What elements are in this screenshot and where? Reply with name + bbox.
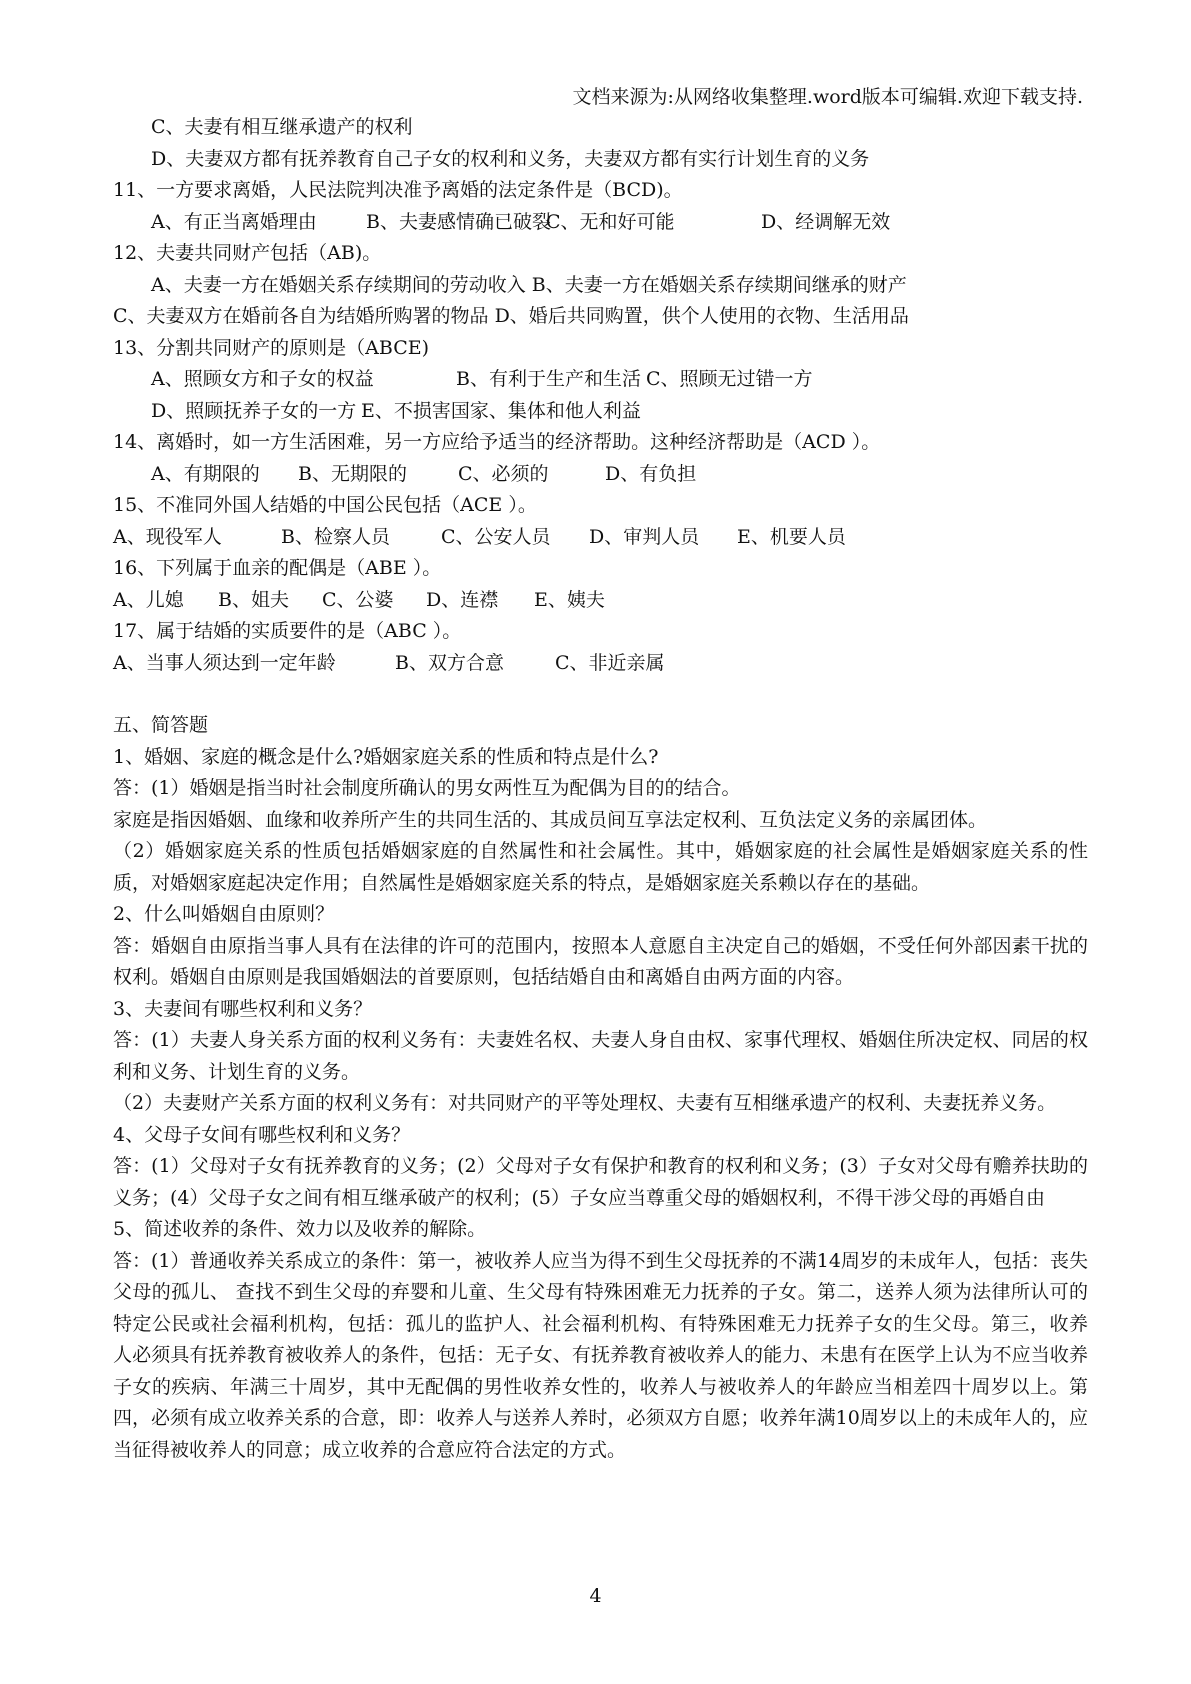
q16-option-c: C、公婆 — [322, 588, 394, 611]
q17-option-b: B、双方合意 — [395, 651, 504, 674]
q13-option-d: D、照顾抚养子女的一方 — [151, 399, 357, 422]
q16-option-a: A、儿媳 — [113, 588, 184, 611]
short-answer-4-question: 4、父母子女间有哪些权利和义务？ — [113, 1123, 411, 1146]
q16-options — [113, 585, 1088, 617]
q15-stem: 15、不准同外国人结婚的中国公民包括（ACE ）。 — [113, 494, 537, 516]
q12-stem: 12、夫妻共同财产包括（AB)。 — [113, 242, 382, 264]
short-answer-1-question: 1、婚姻、家庭的概念是什么?婚姻家庭关系的性质和特点是什么? — [113, 745, 659, 768]
q13-option-c: C、照顾无过错一方 — [646, 368, 813, 390]
q16-option-b: B、姐夫 — [218, 588, 289, 611]
short-answer-1-answer-1: 答：(1）婚姻是指当时社会制度所确认的男女两性互为配偶为目的的结合。 — [113, 777, 741, 799]
page-number: 4 — [589, 1585, 602, 1607]
q15-option-b: B、检察人员 — [281, 525, 390, 548]
q13-option-a: A、照顾女方和子女的权益 — [151, 368, 374, 390]
short-answer-1-answer-3: （2）婚姻家庭关系的性质包括婚姻家庭的自然属性和社会属性。其中，婚姻家庭的社会属性是婚姻家庭关系的性质，对婚姻家庭起决定作用；自然属性是婚姻家庭关系的特点，是婚姻家庭关系赖以存在的基础。 — [113, 840, 1088, 894]
q12-options-line1: A、夫妻一方在婚姻关系存续期间的劳动收入 B、夫妻一方在婚姻关系存续期间继承的财产 — [151, 273, 907, 296]
q16-option-e: E、姨夫 — [534, 588, 605, 611]
q13-options-line1 — [113, 364, 1088, 396]
q14-option-a: A、有期限的 — [151, 462, 260, 485]
document-body — [113, 112, 1088, 1466]
section-spacer — [113, 679, 1088, 710]
q16-stem: 16、下列属于血亲的配偶是（ABE ）。 — [113, 557, 442, 579]
q12-options-line2: C、夫妻双方在婚前各自为结婚所购署的物品 D、婚后共同购置，供个人使用的衣物、生活用品 — [113, 305, 909, 327]
q11-stem: 11、一方要求离婚，人民法院判决准予离婚的法定条件是（BCD)。 — [113, 179, 683, 201]
q15-option-a: A、现役军人 — [113, 525, 222, 548]
q13-option-b: B、有利于生产和生活 — [456, 368, 641, 390]
q11-options — [113, 207, 1088, 239]
short-answer-5-question: 5、简述收养的条件、效力以及收养的解除。 — [113, 1218, 487, 1240]
q13-stem: 13、分割共同财产的原则是（ABCE) — [113, 336, 430, 359]
q13-options-line2 — [113, 396, 1088, 428]
q11-option-c: C、无和好可能 — [546, 210, 675, 233]
q10-option-c: C、夫妻有相互继承遗产的权利 — [151, 116, 413, 138]
q17-option-c: C、非近亲属 — [555, 651, 665, 674]
q15-option-c: C、公安人员 — [441, 525, 551, 548]
q11-option-d: D、经调解无效 — [761, 210, 891, 233]
short-answer-3-question: 3、夫妻间有哪些权利和义务？ — [113, 997, 373, 1020]
q14-option-b: B、无期限的 — [298, 462, 407, 485]
q15-options — [113, 522, 1088, 554]
q17-options — [113, 648, 1088, 680]
q16-option-d: D、连襟 — [426, 588, 499, 611]
short-answer-3-answer-2: （2）夫妻财产关系方面的权利义务有：对共同财产的平等处理权、夫妻有互相继承遗产的权利、夫妻抚养义务。 — [113, 1092, 1057, 1114]
section-title: 五、简答题 — [113, 714, 209, 736]
short-answer-1-answer-2: 家庭是指因婚姻、血缘和收养所产生的共同生活的、其成员间互享法定权利、互负法定义务的亲属团体。 — [113, 808, 988, 831]
q15-option-d: D、审判人员 — [589, 525, 700, 548]
q10-option-d: D、夫妻双方都有抚养教育自己子女的权利和义务，夫妻双方都有实行计划生育的义务 — [151, 147, 870, 170]
short-answer-2-answer: 答：婚姻自由原指当事人具有在法律的许可的范围内，按照本人意愿自主决定自己的婚姻，不受任何外部因素干扰的权利。婚姻自由原则是我国婚姻法的首要原则，包括结婚自由和离婚自由两方面的内容。 — [113, 934, 1088, 988]
short-answer-4-answer: 答：(1）父母对子女有抚养教育的义务；(2）父母对子女有保护和教育的权利和义务；(3）子女对父母有赡养扶助的义务；(4）父母子女之间有相互继承破产的权利；(5）子女应当尊重父母的婚姻权利，不得干涉父母的再婚自由 — [113, 1155, 1088, 1209]
q14-option-d: D、有负担 — [605, 462, 697, 485]
q15-option-e: E、机要人员 — [737, 525, 846, 548]
q11-option-b: B、夫妻感情确已破裂 — [366, 210, 551, 233]
q17-stem: 17、属于结婚的实质要件的是（ABC ）。 — [113, 620, 462, 642]
q14-option-c: C、必须的 — [458, 462, 549, 485]
short-answer-5-answer: 答：(1）普通收养关系成立的条件：第一，被收养人应当为得不到生父母抚养的不满14周岁的未成年人，包括：丧失父母的孤儿、 查找不到生父母的弃婴和儿童、生父母有特殊困难无力抚养的子女。第二，送养人须为法律所认可的特定公民或社会福利机构，包括：孤儿的监护人、社会福利机构、有特殊困难无力抚养子女的生父母。第三，收养 人必须具有抚养教育被收养人的条件，包括：无子女、有抚养教育被收养人的能力、未患有在医学上认为不应当收养子女的疾病、年满三十周岁，其中无配偶的男性收养女性的，收养人与被收养人的年龄应当相差四十周岁以上。第四，必须有成立收养关系的合意，即：收养人与送养人养时，必须双方自愿；收养年满10周岁以上的未成年人的，应当征得被收养人的同意；成立收养的合意应符合法定的方式。 — [113, 1249, 1088, 1461]
q17-option-a: A、当事人须达到一定年龄 — [113, 651, 336, 674]
source-note: 文档来源为:从网络收集整理.word版本可编辑.欢迎下载支持. — [572, 86, 1083, 108]
q11-option-a: A、有正当离婚理由 — [151, 210, 317, 233]
short-answer-2-question: 2、什么叫婚姻自由原则？ — [113, 903, 335, 925]
q14-stem: 14、离婚时，如一方生活困难，另一方应给予适当的经济帮助。这种经济帮助是（ACD ）。 — [113, 431, 881, 453]
q13-option-e: E、不损害国家、集体和他人利益 — [361, 399, 641, 422]
q14-options — [113, 459, 1088, 491]
short-answer-3-answer-1: 答：(1）夫妻人身关系方面的权利义务有：夫妻姓名权、夫妻人身自由权、家事代理权、婚姻住所决定权、同居的权利和义务、计划生育的义务。 — [113, 1029, 1088, 1083]
